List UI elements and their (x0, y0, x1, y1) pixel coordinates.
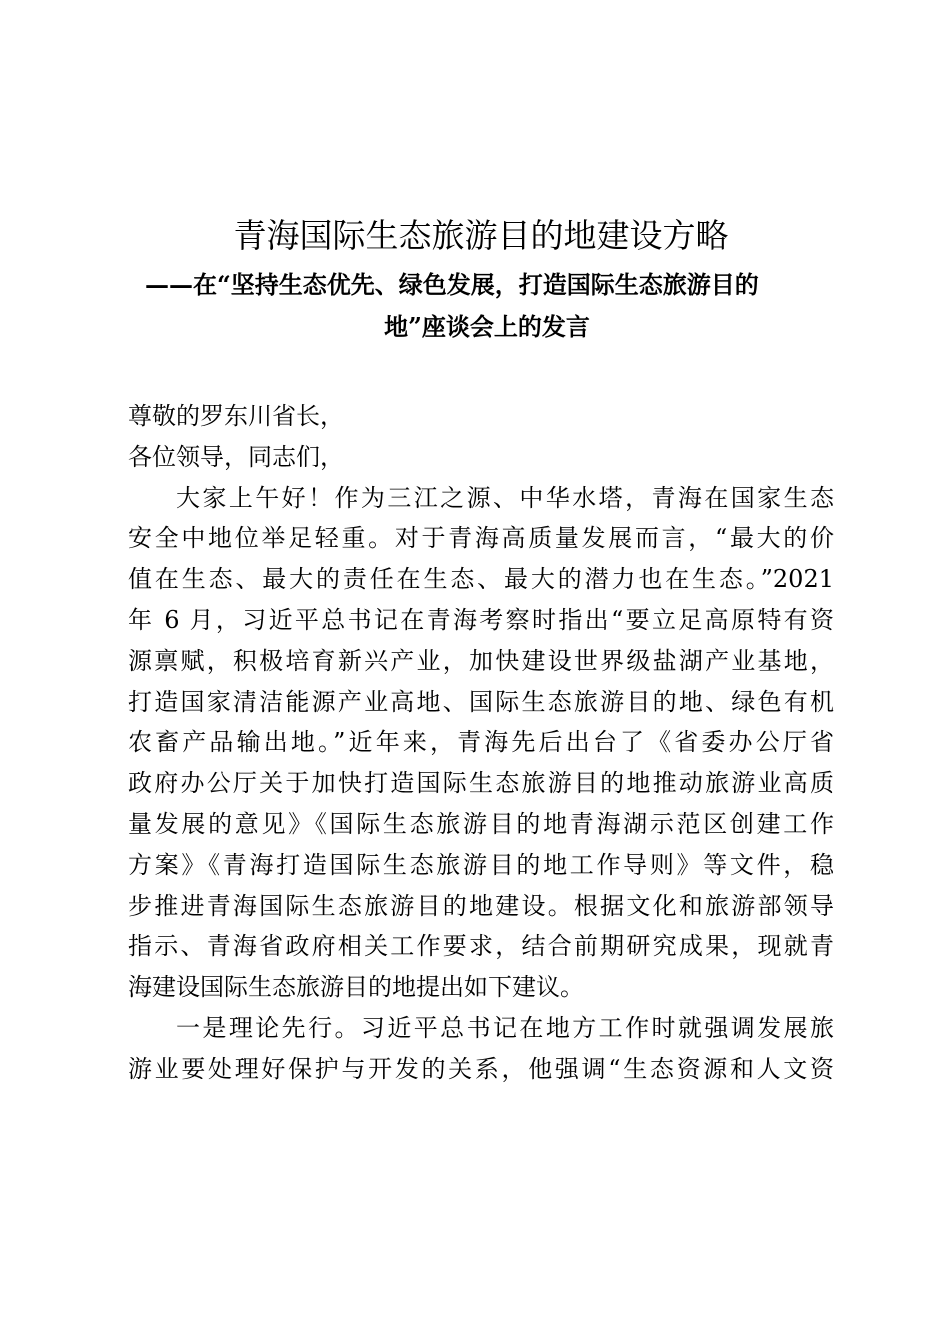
text-line: 政府办公厅关于加快打造国际生态旅游目的地推动旅游业高质 (128, 769, 834, 798)
paragraph-introduction (128, 478, 834, 1008)
text-line: 年 6 月，习近平总书记在青海考察时指出“要立足高原特有资 (128, 605, 834, 634)
text-line: 量发展的意见》《国际生态旅游目的地青海湖示范区创建工作 (128, 809, 834, 838)
text-line: 方案》《青海打造国际生态旅游目的地工作导则》等文件，稳 (128, 850, 834, 879)
text-line: 大家上午好！作为三江之源、中华水塔，青海在国家生态 (176, 483, 834, 512)
text-line: 指示、青海省政府相关工作要求，结合前期研究成果，现就青 (128, 932, 834, 961)
salutation-colleagues: 各位领导，同志们， (128, 442, 344, 471)
text-line: 打造国家清洁能源产业高地、国际生态旅游目的地、绿色有机 (128, 687, 834, 716)
document-subtitle (145, 264, 825, 348)
text-line: 安全中地位举足轻重。对于青海高质量发展而言，“最大的价 (128, 524, 834, 553)
text-line: 海建设国际生态旅游目的地提出如下建议。 (128, 973, 584, 1002)
document-body (128, 396, 834, 1090)
text-line: 值在生态、最大的责任在生态、最大的潜力也在生态。”2021 (128, 565, 834, 594)
paragraph-theory-first (128, 1008, 834, 1090)
text-line: 农畜产品输出地。”近年来，青海先后出台了《省委办公厅省 (128, 728, 834, 757)
text-line: 源禀赋，积极培育新兴产业，加快建设世界级盐湖产业基地， (128, 646, 834, 675)
text-line: 游业要处理好保护与开发的关系，他强调“生态资源和人文资 (128, 1054, 834, 1083)
text-line: 一是理论先行。习近平总书记在地方工作时就强调发展旅 (176, 1013, 834, 1042)
subtitle-line-1: ——在“坚持生态优先、绿色发展，打造国际生态旅游目的 (145, 270, 759, 299)
document-title: 青海国际生态旅游目的地建设方略 (233, 216, 729, 255)
subtitle-line-2: 地”座谈会上的发言 (384, 312, 590, 341)
text-line: 步推进青海国际生态旅游目的地建设。根据文化和旅游部领导 (128, 891, 834, 920)
salutation-governor: 尊敬的罗东川省长， (128, 402, 344, 430)
